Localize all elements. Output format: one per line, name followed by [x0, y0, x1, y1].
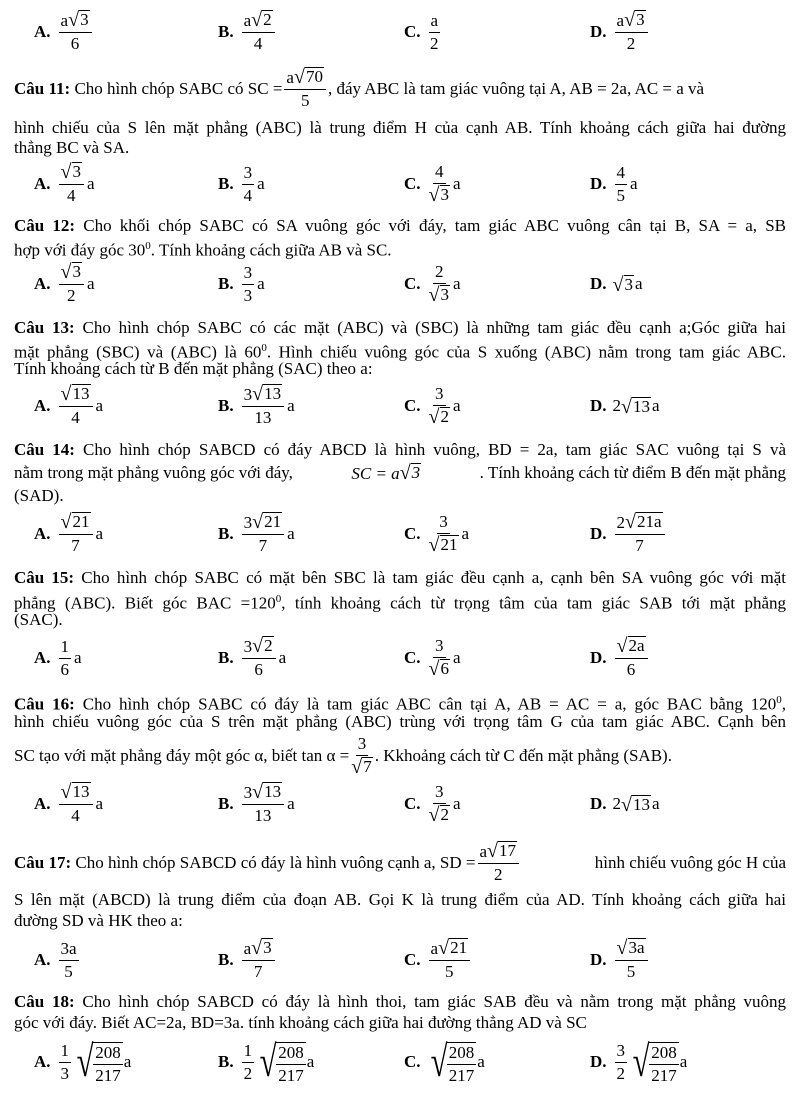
q15-option-a[interactable]: A. $\frac{1}{6}$ a [34, 636, 82, 679]
q13-option-c[interactable]: C. 3 √ 2 a [404, 384, 461, 428]
q13-options [0, 382, 800, 430]
q11-line-1: Câu 11: Cho hình chóp SABC có SC = a √ 70 5 , đáy ABC là tam giác vuông tại A, AB = 2a, AC = a và [14, 66, 705, 110]
q15-option-c[interactable]: C. 3 √ 6 a [404, 636, 461, 680]
q10-options [0, 8, 800, 56]
q11-line-2: hình chiếu của S lên mặt phẳng (ABC) là trung điểm H của cạnh AB. Tính khoảng cách giữa hai đường [14, 118, 786, 137]
q12-line-1: Câu 12: Cho khối chóp SABC có SA vuông góc với đáy, tam giác ABC vuông cân tại B, SA = a, SB [14, 216, 787, 235]
q13-option-b[interactable]: B. 3 √ 13 13 a [218, 383, 295, 427]
q16-option-c[interactable]: C. 3 √ 2 a [404, 782, 461, 826]
q11-options [0, 160, 800, 208]
q10-option-d[interactable]: D. a √ 3 2 [590, 8, 650, 56]
q15-options [0, 634, 800, 682]
q17-line-1: Câu 17: Cho hình chóp SABCD có đáy là hình vuông cạnh a, SD = a √ 17 2 hình chiếu vuông góc H của [14, 840, 786, 884]
q13-line-2: mặt phẳng (SBC) và (ABC) là $60^0$. Hình chiếu vuông góc của S xuống (ABC) nằm trong tam giác ABC. [14, 342, 786, 362]
q12-options [0, 260, 800, 308]
q12-option-c[interactable]: C. 2 √ 3 a [404, 262, 461, 306]
q14-option-d[interactable]: D. 2 √ 21a 7 [590, 510, 667, 558]
q17-option-d[interactable]: D. √ 3a 5 [590, 936, 650, 984]
q15-option-d[interactable]: D. √ 2a 6 [590, 634, 650, 682]
q15-line-2: phẳng (ABC). Biết góc BAC $=120^0$, tính khoảng cách từ trọng tâm của tam giác SAB tới mặt phẳng [14, 593, 786, 613]
q17-option-b[interactable]: B. a √ 3 7 [218, 936, 277, 984]
q15-option-b[interactable]: B. 3 √ 2 6 a [218, 635, 287, 679]
q12-option-a[interactable]: A. √ 3 2 a [34, 261, 95, 305]
q13-line-3: Tính khoảng cách từ B đến mặt phẳng (SAC) theo a: [14, 359, 373, 378]
q18-option-b[interactable]: B. $\frac{1}{2}$ √ $\frac{208}{217}$ a [218, 1037, 315, 1086]
q14-option-a[interactable]: A. √ 21 7 a [34, 511, 104, 555]
q16-option-b[interactable]: B. 3 √ 13 13 a [218, 781, 295, 825]
q13-option-a[interactable]: A. √ 13 4 a [34, 383, 104, 427]
q16-options [0, 780, 800, 828]
q16-line-1: Câu 16: Cho hình chóp SABC có đáy là tam giác ABC cân tại A, AB = AC = a, góc BAC bằng $120^0$, [14, 694, 786, 714]
q17-line-2: S lên mặt (ABCD) là trung điểm của đoạn AB. Gọi K là trung điểm của AD. Tính khoảng cách giữa hai [14, 890, 786, 909]
q18-option-c[interactable]: C. √ $\frac{208}{217}$ a [404, 1037, 485, 1086]
q18-line-1: Câu 18: Cho hình chóp SABCD có đáy là hình thoi, tam giác SAB đều và nằm trong mặt phẳng vuông [14, 992, 786, 1011]
q18-option-a[interactable]: A. $\frac{1}{3}$ √ $\frac{208}{217}$ a [34, 1037, 132, 1086]
q17-option-a[interactable]: A. $\frac{3a}{5}$ [34, 938, 77, 981]
q11-option-c[interactable]: C. 4 √ 3 a [404, 162, 461, 206]
q17-options [0, 936, 800, 984]
q15-line-3: (SAC). [14, 610, 63, 629]
q14-line-1: Câu 14: Cho hình chóp SABCD có đáy ABCD là hình vuông, BD = 2a, tam giác SAC vuông tại S và [14, 440, 786, 459]
q12-line-2: hợp với đáy góc $30^0$. Tính khoảng cách giữa AB và SC. [14, 240, 392, 260]
q12-option-d[interactable]: D. √ 3 a [590, 273, 643, 296]
q11-option-d[interactable]: D. $\frac{4}{5}$ a [590, 162, 638, 205]
q10-option-a[interactable]: A. a √ 3 6 [34, 8, 94, 56]
q14-option-c[interactable]: C. 3 √ 21 a [404, 512, 470, 556]
q18-option-d[interactable]: D. $\frac{3}{2}$ √ $\frac{208}{217}$ a [590, 1037, 688, 1086]
q16-option-a[interactable]: A. √ 13 4 a [34, 781, 104, 825]
q14-option-b[interactable]: B. 3 √ 21 7 a [218, 511, 295, 555]
q12-option-b[interactable]: B. $\frac{3}{3}$ a [218, 262, 265, 305]
q16-option-d[interactable]: D. 2 √ 13 a [590, 793, 660, 816]
q14-line-3: (SAD). [14, 486, 64, 505]
q17-option-c[interactable]: C. a √ 21 5 [404, 936, 472, 984]
q11-option-b[interactable]: B. $\frac{3}{4}$ a [218, 162, 265, 205]
q11-line-3: thẳng BC và SA. [14, 138, 130, 157]
q13-option-d[interactable]: D. 2 √ 13 a [590, 395, 660, 418]
q18-options [0, 1036, 800, 1088]
q17-line-3: đường SD và HK theo a: [14, 911, 183, 930]
q18-line-2: góc với đáy. Biết AC=2a, BD=3a. tính khoảng cách giữa hai đường thẳng AD và SC [14, 1013, 587, 1032]
q10-option-b[interactable]: B. a √ 2 4 [218, 8, 277, 56]
q14-options [0, 510, 800, 558]
q16-line-2: hình chiếu vuông góc của S trên mặt phẳng (ABC) trùng với trọng tâm G của tam giác ABC. Cạnh bên [14, 712, 786, 731]
q10-option-c[interactable]: C. $\frac{a}{2}$ [404, 10, 439, 53]
q13-line-1: Câu 13: Cho hình chóp SABC có các mặt (ABC) và (SBC) là những tam giác đều cạnh a;Góc giữa hai [14, 318, 786, 337]
q11-option-a[interactable]: A. √ 3 4 a [34, 161, 95, 205]
q14-line-2: nằm trong mặt phẳng vuông góc với đáy, SC = a √ 3 . Tính khoảng cách từ điểm B đến mặt phẳng [14, 462, 786, 484]
q16-line-3: SC tạo với mặt phẳng đáy một góc α, biết tan α = 3 √ 7 . Kkhoảng cách từ C đến mặt phẳng (SAB). [14, 734, 672, 778]
q15-line-1: Câu 15: Cho hình chóp SABC có mặt bên SBC là tam giác đều cạnh a, cạnh bên SA vuông góc với mặt [14, 568, 787, 587]
